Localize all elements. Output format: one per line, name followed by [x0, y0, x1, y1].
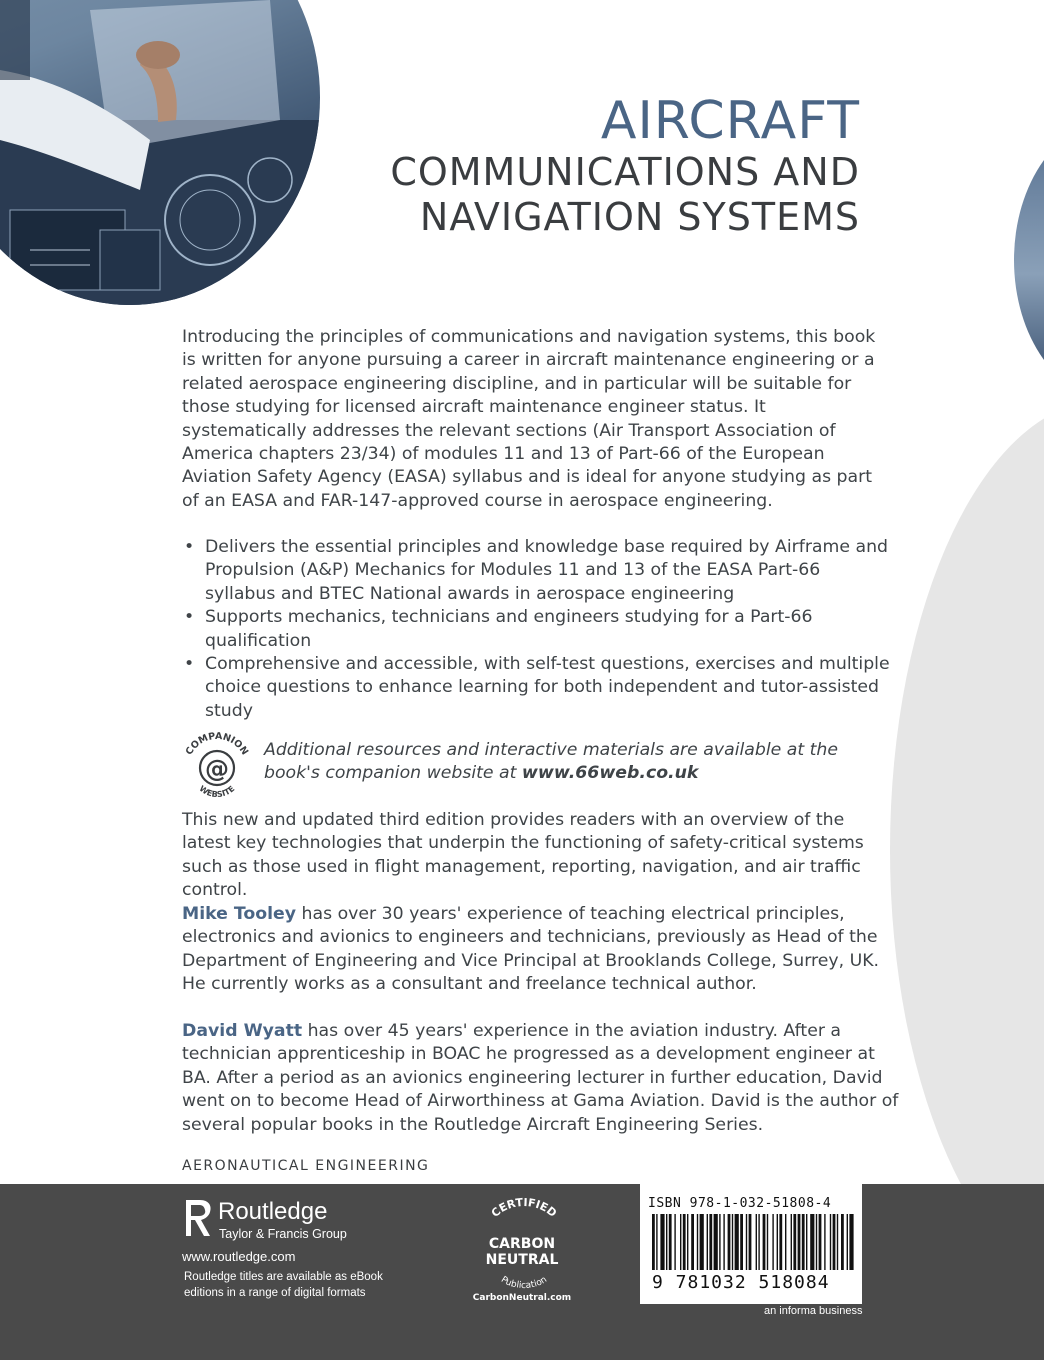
barcode-bar	[707, 1214, 708, 1270]
barcode-bar	[674, 1214, 675, 1270]
barcode-bar	[714, 1214, 718, 1270]
barcode-bar	[785, 1214, 786, 1270]
decorative-grey-circle	[890, 400, 1044, 1300]
author-bio-text: has over 30 years' experience of teaching electrical principles, electronics and avionics to engineers and technicians, previously as Head of the Department of Engineering and Vice Principal at Brooklands College, Surrey, UK. He currently works as a consultant and freelance technical author.	[182, 904, 880, 995]
author-bio-text: has over 45 years' experience in the aviation industry. After a technician apprenticeship in BOAC he progressed as a development engineer at BA. After a period as an avionics engineering lecturer in further education, David went on to become Head of Airworthiness at Gama Aviation. David is the author of several popular books in the Routledge Aircraft Engineering Series.	[182, 1021, 899, 1135]
barcode-bar	[810, 1214, 814, 1270]
barcode	[648, 1214, 858, 1276]
barcode-bar	[746, 1214, 747, 1270]
barcode-bar	[660, 1214, 664, 1270]
barcode-bar	[847, 1214, 848, 1270]
barcode-bar	[758, 1214, 759, 1270]
feature-list	[182, 536, 892, 723]
barcode-bar	[819, 1214, 822, 1270]
ebook-note-line1: Routledge titles are available as eBook	[184, 1271, 383, 1283]
barcode-bar	[732, 1214, 733, 1270]
barcode-bar	[791, 1214, 792, 1270]
companion-website-text	[264, 739, 864, 786]
cockpit-photo-illustration	[0, 0, 320, 305]
barcode-bar	[779, 1214, 782, 1270]
barcode-bar	[806, 1214, 807, 1270]
barcode-bar	[793, 1214, 796, 1270]
barcode-bar	[777, 1214, 778, 1270]
barcode-bar	[723, 1214, 724, 1270]
publisher-url[interactable]: www.routledge.com	[182, 1249, 296, 1264]
companion-website-link[interactable]: www.66web.co.uk	[521, 763, 699, 784]
list-item: • Supports mechanics, technicians and engineers studying for a Part-66 qualification	[182, 606, 892, 653]
carbon-label: CARBON	[488, 1236, 556, 1252]
list-item: • Delivers the essential principles and knowledge base required by Airframe and Propulsion (A&P) Mechanics for Modules 11 and 13 of the EASA Part-66 syllabus and BTEC National awards in aerospace engineering	[182, 536, 892, 606]
companion-description: Additional resources and interactive materials are available at the book's companion website at	[264, 740, 839, 784]
barcode-bar	[798, 1214, 801, 1270]
barcode-bar	[763, 1214, 766, 1270]
barcode-bar	[833, 1214, 836, 1270]
title-sub-line1: COMMUNICATIONS AND	[390, 150, 860, 194]
edition-paragraph: This new and updated third edition provides readers with an overview of the latest key technologies that underpin the functioning of safety-critical systems such as those used in flight management, reporting, navigation, and air traffic control.	[182, 810, 864, 901]
barcode-bar	[683, 1214, 686, 1270]
barcode-bar	[767, 1214, 768, 1270]
carbon-url: CarbonNeutral.com	[472, 1293, 572, 1303]
barcode-bar	[816, 1214, 817, 1270]
informa-tagline: an informa business	[764, 1305, 863, 1317]
barcode-bar	[735, 1214, 739, 1270]
barcode-bar	[849, 1214, 853, 1270]
barcode-bar	[709, 1214, 712, 1270]
decorative-blue-circle	[1014, 120, 1044, 400]
ebook-note-line2: editions in a range of digital formats	[184, 1287, 366, 1299]
isbn-label: ISBN 978-1-032-51808-4	[648, 1196, 832, 1211]
barcode-bar	[669, 1214, 672, 1270]
carbon-neutral-badge	[470, 1196, 575, 1306]
book-title	[390, 92, 860, 240]
author-bio	[182, 1020, 902, 1137]
neutral-label: NEUTRAL	[485, 1252, 559, 1268]
barcode-bar	[802, 1214, 805, 1270]
barcode-bar	[837, 1214, 838, 1270]
barcode-bar	[691, 1214, 694, 1270]
barcode-bar	[697, 1214, 698, 1270]
list-item: • Comprehensive and accessible, with self-test questions, exercises and multiple choice questions to enhance learning for both independent and tutor-assisted study	[182, 653, 892, 723]
cockpit-photo	[0, 0, 320, 305]
barcode-bar	[841, 1214, 844, 1270]
author-name: David Wyatt	[182, 1021, 303, 1041]
routledge-r-icon	[180, 1196, 216, 1246]
barcode-bar	[700, 1214, 704, 1270]
svg-text:CERTIFIED: CERTIFIED	[488, 1196, 560, 1220]
barcode-bar	[830, 1214, 831, 1270]
svg-text:Publication: Publication	[499, 1274, 549, 1292]
svg-text:@: @	[205, 755, 229, 783]
barcode-bar	[824, 1214, 825, 1270]
barcode-bar	[772, 1214, 773, 1270]
author-name: Mike Tooley	[182, 904, 297, 924]
barcode-bar	[666, 1214, 667, 1270]
barcode-bar	[656, 1214, 657, 1270]
title-sub-line2: NAVIGATION SYSTEMS	[419, 195, 860, 239]
intro-paragraph: Introducing the principles of communications and navigation systems, this book is written for anyone pursuing a career in aircraft maintenance engineering or a related aerospace engineering discipline, and in particular will be suitable for those studying for licensed aircraft maintenance engineer status. It systematically addresses the relevant sections (Air Transport Association of America chapters 23/34) of modules 11 and 13 of Part-66 of the European Aviation Safety Agency (EASA) syllabus and is ideal for anyone studying as part of an EASA and FAR-147-approved course in aerospace engineering.	[182, 327, 876, 511]
barcode-bar	[687, 1214, 688, 1270]
title-main: AIRCRAFT	[600, 91, 860, 151]
publisher-name: Routledge	[218, 1198, 328, 1225]
barcode-bar	[652, 1214, 655, 1270]
barcode-bar	[740, 1214, 743, 1270]
barcode-bar	[749, 1214, 752, 1270]
svg-text:WEBSITE: WEBSITE	[197, 783, 237, 800]
barcode-bar	[680, 1214, 681, 1270]
at-sign-icon	[178, 728, 256, 806]
carbon-neutral-icon	[470, 1196, 575, 1306]
barcode-bar	[719, 1214, 720, 1270]
author-bio	[182, 903, 882, 997]
subject-category: AERONAUTICAL ENGINEERING	[182, 1158, 430, 1174]
companion-website-badge	[178, 728, 256, 806]
barcode-bar	[756, 1214, 757, 1270]
barcode-bar	[728, 1214, 731, 1270]
publisher-group: Taylor & Francis Group	[219, 1227, 347, 1241]
barcode-digits: 9 781032 518084	[652, 1272, 830, 1293]
svg-text:COMPANION: COMPANION	[183, 730, 251, 758]
